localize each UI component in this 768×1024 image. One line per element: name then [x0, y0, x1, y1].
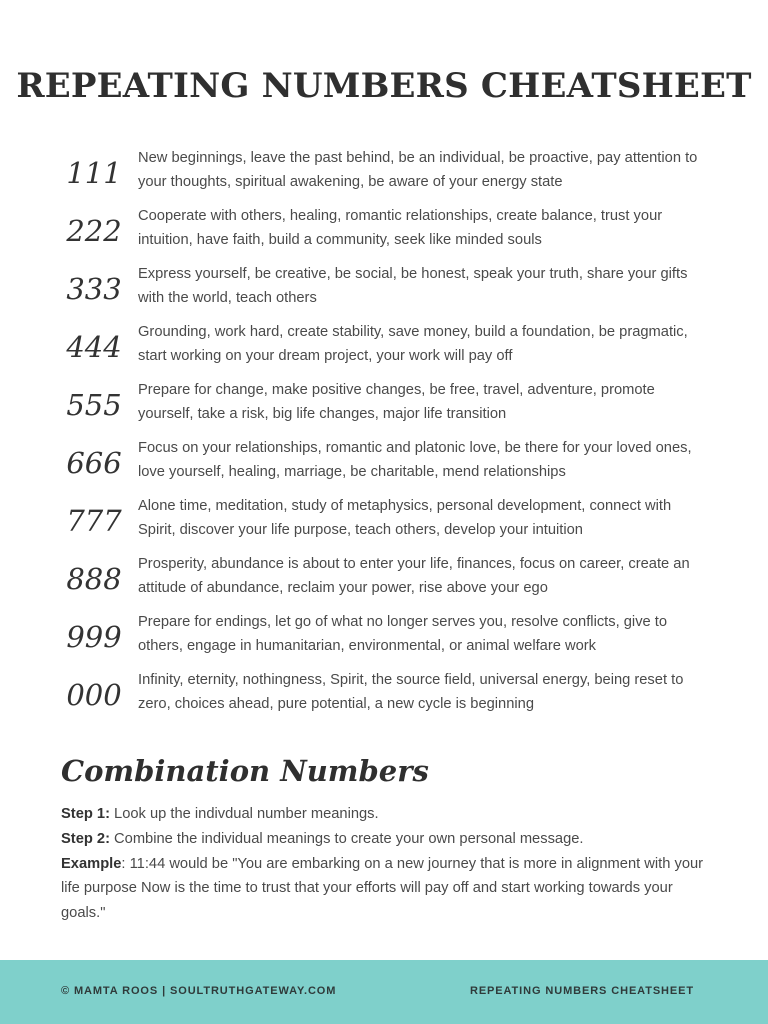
list-item	[0, 494, 768, 552]
number-code: 444	[66, 330, 122, 364]
section-heading: Combination Numbers	[61, 754, 429, 788]
step-1-label: Step 1:	[61, 806, 110, 822]
list-item	[0, 378, 768, 436]
number-code: 111	[66, 156, 122, 190]
number-code: 222	[66, 214, 122, 248]
number-meaning: Express yourself, be creative, be social, be honest, speak your truth, share your gifts with the world, teach others	[138, 266, 688, 306]
step-2-text: Combine the individual meanings to create your own personal message.	[109, 830, 584, 847]
list-item	[0, 668, 768, 726]
page-title: REPEATING NUMBERS CHEATSHEET	[16, 66, 752, 106]
number-code: 666	[66, 446, 122, 480]
number-meaning: Alone time, meditation, study of metaphysics, personal development, connect with Spirit, discover your life purpose, teach others, develop your intuition	[138, 498, 672, 538]
list-item	[0, 146, 768, 204]
list-item	[0, 552, 768, 610]
footer-bar	[0, 960, 768, 1024]
list-item	[0, 262, 768, 320]
example	[61, 852, 711, 926]
number-meaning: Infinity, eternity, nothingness, Spirit, the source field, universal energy, being reset to zero, choices ahead, pure potential, a new cycle is beginning	[138, 672, 684, 712]
step-2-label: Step 2:	[61, 830, 110, 847]
number-code: 999	[66, 620, 122, 654]
number-list	[0, 146, 768, 726]
combination-instructions	[61, 802, 711, 926]
list-item	[0, 436, 768, 494]
example-text: : 11:44 would be "You are embarking on a new journey that is more in alignment with your life purpose Now is the time to trust that your efforts will pay off and start working towards your goals."	[61, 855, 704, 922]
step-1	[61, 802, 711, 827]
list-item	[0, 320, 768, 378]
step-2	[61, 827, 711, 852]
number-meaning: Cooperate with others, healing, romantic relationships, create balance, trust your intuition, have faith, build a community, seek like minded souls	[138, 208, 663, 248]
number-meaning: Focus on your relationships, romantic and platonic love, be there for your loved ones, love yourself, healing, marriage, be charitable, mend relationships	[138, 440, 692, 480]
number-meaning: Prepare for endings, let go of what no longer serves you, resolve conflicts, give to others, engage in humanitarian, environmental, or animal welfare work	[138, 614, 668, 654]
number-meaning: Prepare for change, make positive changes, be free, travel, adventure, promote yourself, take a risk, big life changes, major life transition	[138, 382, 655, 422]
footer-title: REPEATING NUMBERS CHEATSHEET	[469, 985, 694, 997]
number-code: 888	[66, 562, 122, 596]
number-meaning: Prosperity, abundance is about to enter your life, finances, focus on career, create an attitude of abundance, reclaim your power, rise above your ego	[138, 556, 690, 596]
number-meaning: Grounding, work hard, create stability, save money, build a foundation, be pragmatic, start working on your dream project, your work will pay off	[138, 324, 688, 364]
list-item	[0, 204, 768, 262]
number-code: 000	[66, 678, 122, 712]
number-meaning: New beginnings, leave the past behind, be an individual, be proactive, pay attention to your thoughts, spiritual awakening, be aware of your energy state	[138, 150, 698, 190]
number-code: 333	[66, 272, 122, 306]
step-1-text: Look up the indivdual number meanings.	[109, 806, 379, 822]
footer-copyright: © MAMTA ROOS | SOULTRUTHGATEWAY.COM	[61, 985, 337, 997]
example-label: Example	[61, 855, 122, 872]
number-code: 777	[66, 504, 122, 538]
list-item	[0, 610, 768, 668]
number-code: 555	[66, 388, 122, 422]
